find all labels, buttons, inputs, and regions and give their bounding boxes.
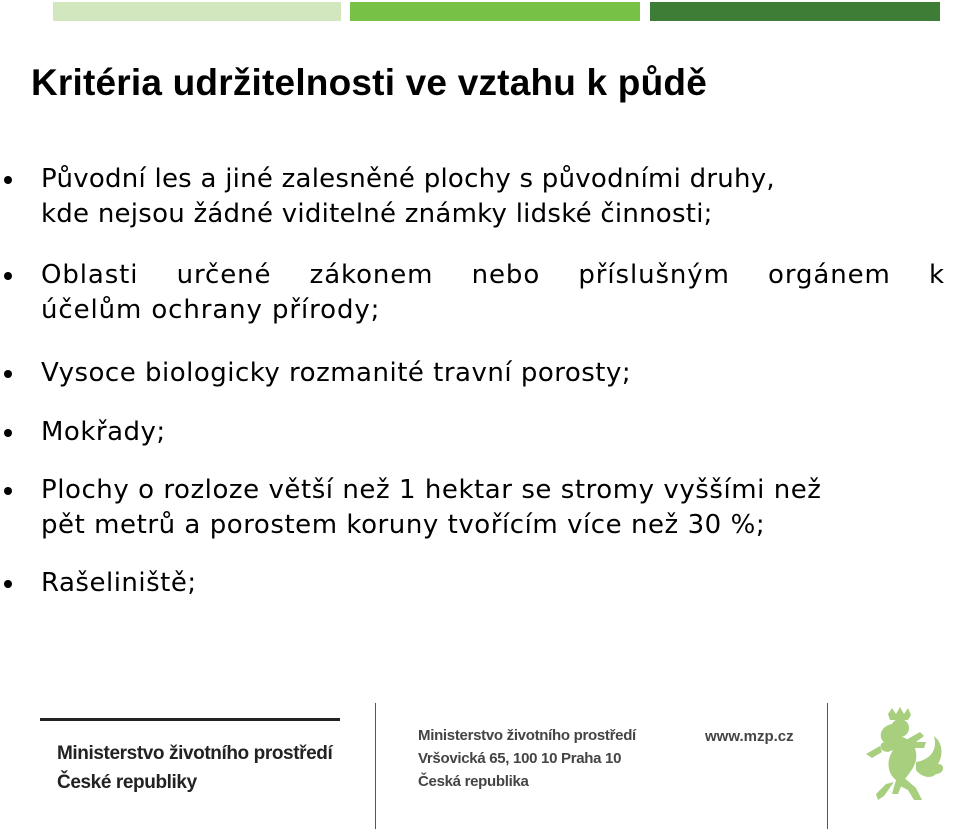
bullet-line: Vysoce biologicky rozmanité travní porosty; <box>41 358 632 388</box>
ministry-name-line: České republiky <box>57 772 197 793</box>
word: Oblasti <box>41 260 139 290</box>
word: určené <box>176 260 272 290</box>
bullet-item <box>41 258 945 328</box>
top-bar-mid <box>350 2 640 21</box>
ministry-name <box>57 739 332 797</box>
address-line: Vršovická 65, 100 10 Praha 10 <box>418 750 622 767</box>
bullet-dot <box>4 580 12 588</box>
czech-lion-icon <box>858 706 948 802</box>
bullet-line-justified <box>41 258 945 293</box>
bullet-item <box>41 162 945 232</box>
footer-divider <box>375 703 376 829</box>
footer-rule <box>40 718 340 721</box>
word: orgánem <box>768 260 891 290</box>
top-bar-light <box>53 2 341 21</box>
top-bar-dark <box>650 2 940 21</box>
bullet-item <box>41 356 945 391</box>
address-line: Ministerstvo životního prostředí <box>418 727 636 744</box>
bullet-dot <box>4 487 12 495</box>
word: k <box>928 260 945 290</box>
bullet-dot <box>4 370 12 378</box>
slide-title: Kritéria udržitelnosti ve vztahu k půdě <box>31 62 707 103</box>
bullet-line: účelům ochrany přírody; <box>41 295 381 325</box>
bullet-dot <box>4 429 12 437</box>
footer-divider <box>827 703 828 829</box>
bullet-line: kde nejsou žádné viditelné známky lidské činnosti; <box>41 199 713 229</box>
bullet-line: Rašeliniště; <box>41 568 197 598</box>
bullet-line: Mokřady; <box>41 417 166 447</box>
bullet-item <box>41 566 945 601</box>
bullet-dot <box>4 176 12 184</box>
bullet-line: pět metrů a porostem koruny tvořícím více než 30 %; <box>41 510 766 540</box>
word: nebo <box>471 260 541 290</box>
bullet-line: Plochy o rozloze větší než 1 hektar se stromy vyššími než <box>41 475 822 505</box>
word: příslušným <box>578 260 730 290</box>
address-line: Česká republika <box>418 773 529 790</box>
ministry-name-line: Ministerstvo životního prostředí <box>57 743 333 764</box>
bullet-line: Původní les a jiné zalesněné plochy s původními druhy, <box>41 164 775 194</box>
website-link[interactable]: www.mzp.cz <box>705 728 794 745</box>
word: zákonem <box>309 260 434 290</box>
bullet-item <box>41 415 945 450</box>
ministry-address <box>418 724 636 793</box>
bullet-dot <box>4 272 12 280</box>
bullet-item <box>41 473 945 543</box>
